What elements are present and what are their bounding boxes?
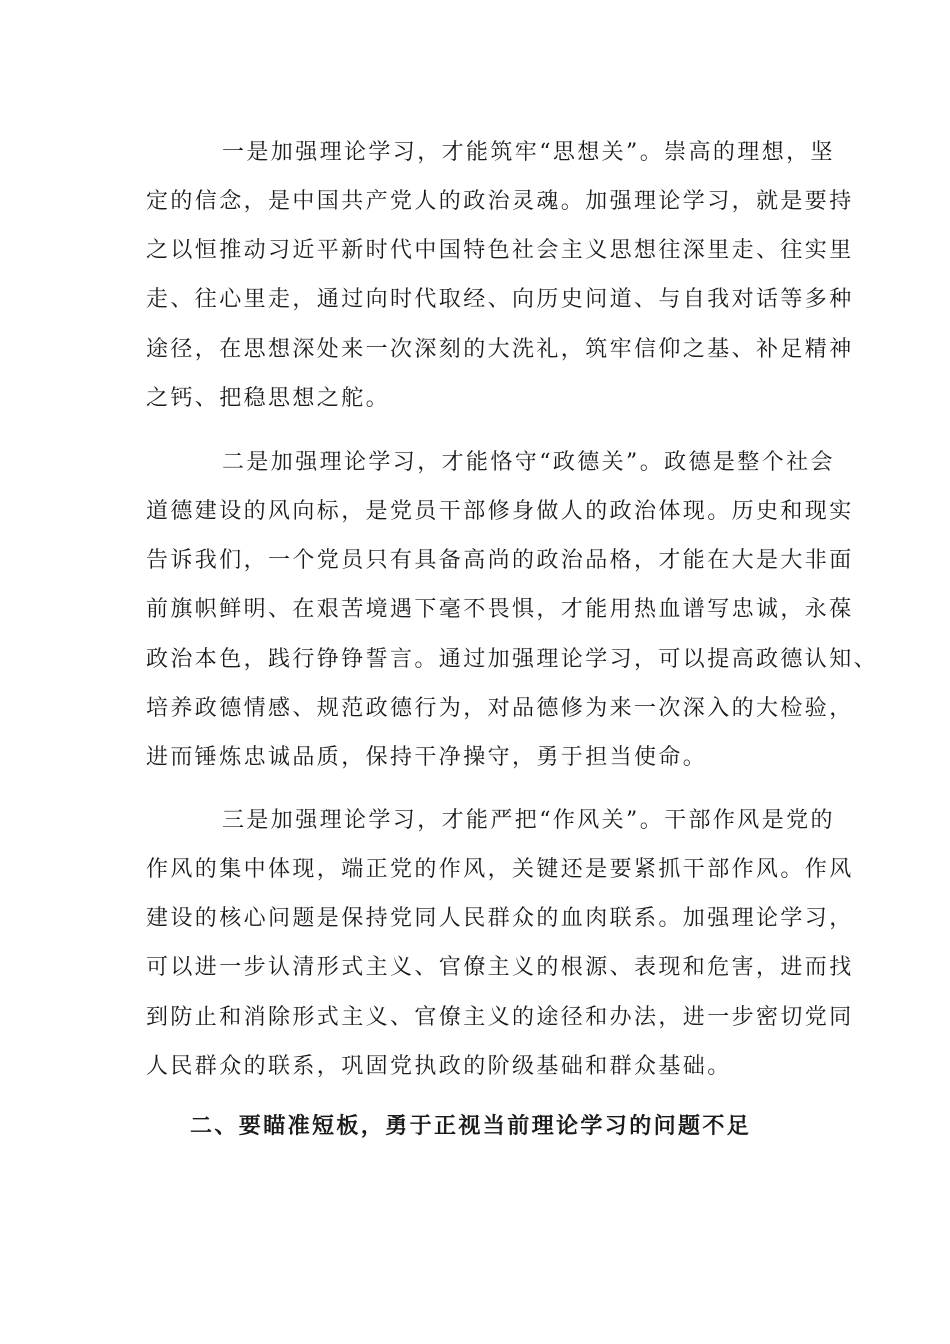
- paragraph-1-line-5: 途径，在思想深处来一次深刻的大洗礼，筑牢信仰之基、补足精神: [146, 337, 854, 362]
- paragraph-1-line-4: 走、往心里走，通过向时代取经、向历史问道、与自我对话等多种: [146, 287, 854, 312]
- paragraph-3-line-5: 到防止和消除形式主义、官僚主义的途径和办法，进一步密切党同: [146, 1005, 854, 1030]
- paragraph-2-line-6: 培养政德情感、规范政德行为，对品德修为来一次深入的大检验，: [146, 696, 854, 721]
- paragraph-3-line-2: 作风的集中体现，端正党的作风，关键还是要紧抓干部作风。作风: [146, 857, 854, 882]
- paragraph-3-line-1: 三是加强理论学习，才能严把“作风关”。干部作风是党的: [222, 808, 835, 833]
- paragraph-2-line-5: 政治本色，践行铮铮誓言。通过加强理论学习，可以提高政德认知、: [146, 647, 879, 672]
- paragraph-2-line-7: 进而锤炼忠诚品质，保持干净操守，勇于担当使命。: [146, 745, 708, 770]
- paragraph-2-line-2: 道德建设的风向标，是党员干部修身做人的政治体现。历史和现实: [146, 499, 854, 524]
- paragraph-3-line-3: 建设的核心问题是保持党同人民群众的血肉联系。加强理论学习，: [146, 906, 854, 931]
- paragraph-3-line-6: 人民群众的联系，巩固党执政的阶级基础和群众基础。: [146, 1054, 732, 1079]
- paragraph-2-line-4: 前旗帜鲜明、在艰苦境遇下毫不畏惧，才能用热血谱写忠诚，永葆: [146, 597, 854, 622]
- paragraph-1-line-1: 一是加强理论学习，才能筑牢“思想关”。崇高的理想，坚: [222, 140, 835, 165]
- paragraph-3-line-4: 可以进一步认清形式主义、官僚主义的根源、表现和危害，进而找: [146, 955, 854, 980]
- paragraph-1-line-6: 之钙、把稳思想之舵。: [146, 386, 391, 411]
- paragraph-2-line-3: 告诉我们，一个党员只有具备高尚的政治品格，才能在大是大非面: [146, 548, 854, 573]
- paragraph-2-line-1: 二是加强理论学习，才能恪守“政德关”。政德是整个社会: [222, 450, 835, 475]
- paragraph-1-line-3: 之以恒推动习近平新时代中国特色社会主义思想往深里走、往实里: [146, 238, 854, 263]
- section-heading: 二、要瞄准短板，勇于正视当前理论学习的问题不足: [190, 1113, 752, 1139]
- paragraph-1-line-2: 定的信念，是中国共产党人的政治灵魂。加强理论学习，就是要持: [146, 189, 854, 214]
